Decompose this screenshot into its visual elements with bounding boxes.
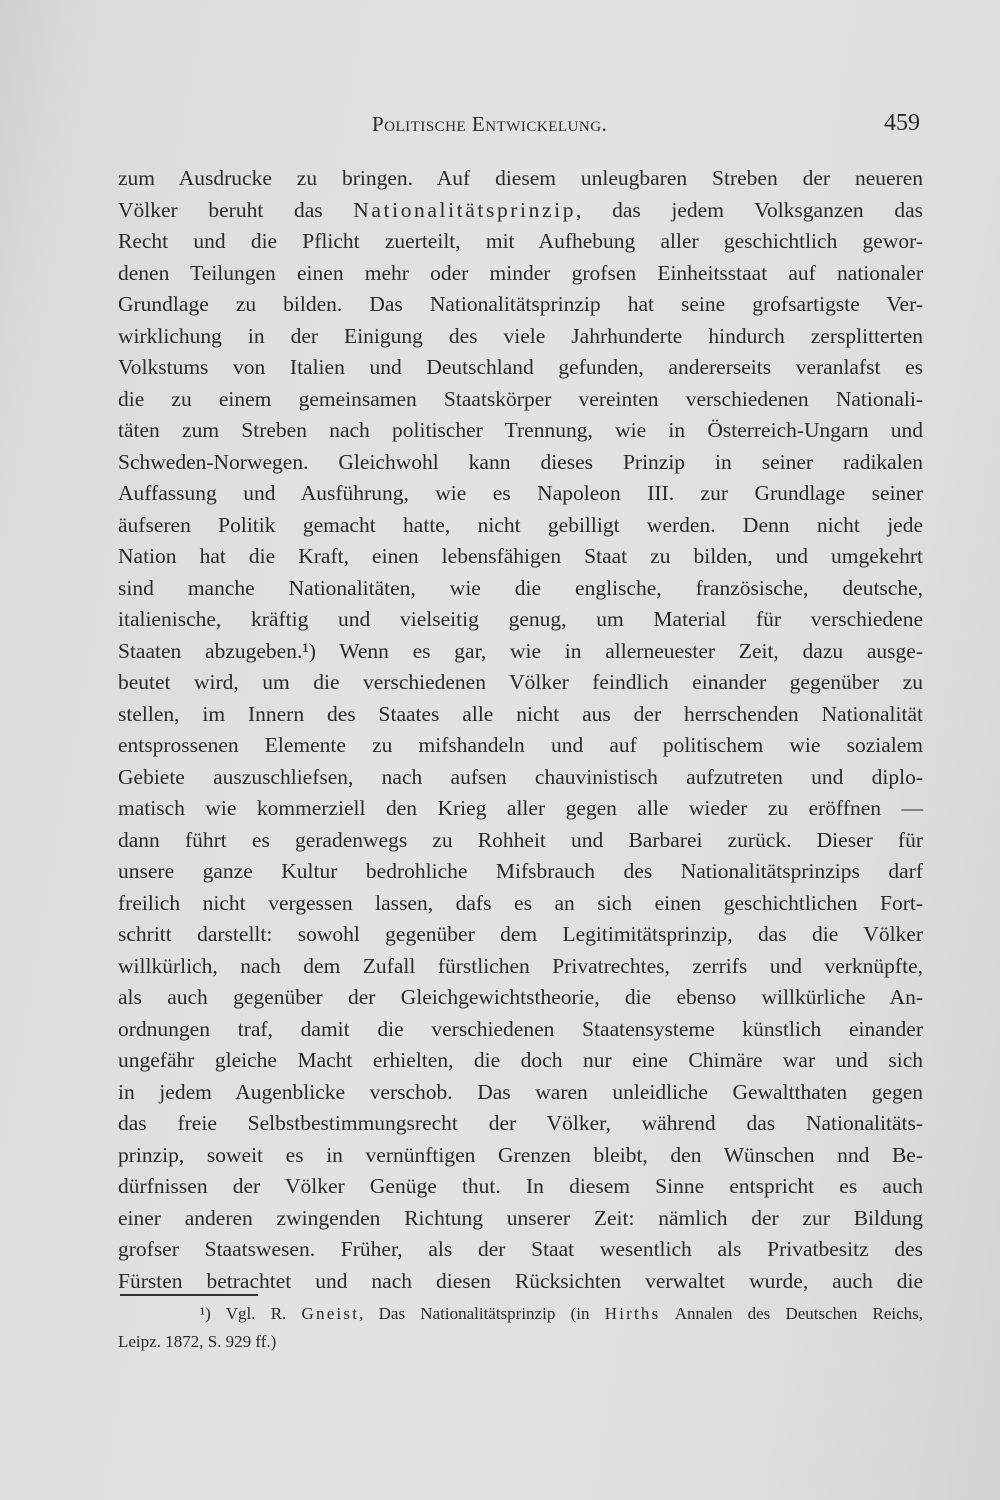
text-line <box>118 510 923 542</box>
text-segment: schritt darstellt: sowohl gegenüber dem Legitimitätsprinzip, das die Völker <box>118 922 923 946</box>
text-segment: italienische, kräftig und vielseitig genug, um Material für verschiedene <box>118 607 923 631</box>
text-segment: Volkstums von Italien und Deutschland gefunden, andererseits veranlafst es <box>118 355 923 379</box>
page-number: 459 <box>884 110 920 136</box>
body-text <box>118 163 923 1297</box>
text-segment: Grundlage zu bilden. Das Nationalitätsprinzip hat seine grofsartigste Ver- <box>118 292 923 316</box>
text-segment: Schweden-Norwegen. Gleichwohl kann dieses Prinzip in seiner radikalen <box>118 449 923 474</box>
text-segment: entsprossenen Elemente zu mifshandeln und auf politischem wie sozialem <box>118 733 923 757</box>
text-segment: die zu einem gemeinsamen Staatskörper vereinten verschiedenen Nationali- <box>118 386 923 411</box>
text-line <box>118 352 923 384</box>
text-segment: denen Teilungen einen mehr oder minder grofsen Einheitsstaat auf nationaler <box>118 260 923 285</box>
text-line <box>118 1171 923 1203</box>
text-segment: Recht und die Pflicht zuerteilt, mit Aufhebung aller geschichtlich gewor- <box>118 229 923 253</box>
footnote-editor: Hirths <box>604 1304 661 1323</box>
text-line <box>118 415 923 447</box>
text-segment: dürfnissen der Völker Genüge thut. In diesem Sinne entspricht es auch <box>118 1174 923 1198</box>
text-line <box>118 1234 923 1266</box>
text-segment: als auch gegenüber der Gleichgewichtstheorie, die ebenso willkürliche An- <box>118 985 923 1009</box>
text-line <box>118 226 923 258</box>
text-line <box>118 1045 923 1077</box>
footnote-author: Gneist <box>301 1304 360 1323</box>
text-segment: willkürlich, nach dem Zufall fürstlichen Privatrechtes, zerrifs und verknüpfte, <box>118 953 923 978</box>
text-segment: Staaten abzugeben.¹) Wenn es gar, wie in allerneuester Zeit, dazu ausge- <box>118 638 923 663</box>
text-line <box>118 321 923 353</box>
text-segment: Völker beruht das <box>118 197 354 222</box>
footnote-line <box>118 1300 923 1328</box>
footnotes <box>118 1300 923 1356</box>
text-segment: in jedem Augenblicke verschob. Das waren unleidliche Gewaltthaten gegen <box>118 1079 923 1104</box>
running-head <box>118 112 918 142</box>
text-segment: freilich nicht vergessen lassen, dafs es an sich einen geschichtlichen Fort- <box>118 890 923 915</box>
text-line <box>118 289 923 321</box>
text-segment: sind manche Nationalitäten, wie die englische, französische, deutsche, <box>118 575 923 600</box>
text-line <box>118 478 923 510</box>
text-segment: beutet wird, um die verschiedenen Völker feindlich einander gegenüber zu <box>118 670 923 694</box>
text-line <box>118 636 923 668</box>
text-segment: stellen, im Innern des Staates alle nicht aus der herrschenden Nationalität <box>118 701 923 726</box>
text-line <box>118 1266 923 1298</box>
text-line <box>118 888 923 920</box>
text-line <box>118 573 923 605</box>
text-line <box>118 541 923 573</box>
text-line <box>118 667 923 699</box>
text-line <box>118 1140 923 1172</box>
text-line <box>118 195 923 227</box>
text-line <box>118 1077 923 1109</box>
footnote-text: Annalen des Deutschen Reichs, <box>660 1304 923 1323</box>
text-line <box>118 1203 923 1235</box>
text-line <box>118 825 923 857</box>
text-line <box>118 982 923 1014</box>
text-segment: matisch wie kommerziell den Krieg aller gegen alle wieder zu eröffnen — <box>118 796 923 820</box>
text-segment: äufseren Politik gemacht hatte, nicht gebilligt werden. Denn nicht jede <box>118 512 923 537</box>
text-line <box>118 699 923 731</box>
text-segment: ordnungen traf, damit die verschiedenen Staatensysteme künstlich einander <box>118 1016 923 1041</box>
text-segment: unsere ganze Kultur bedrohliche Mifsbrauch des Nationalitätsprinzips darf <box>118 859 923 883</box>
text-line <box>118 762 923 794</box>
text-line <box>118 730 923 762</box>
text-segment: Gebiete auszuschliefsen, nach aufsen chauvinistisch aufzutreten und diplo- <box>118 764 923 789</box>
text-line <box>118 447 923 479</box>
text-line <box>118 793 923 825</box>
text-segment: Nation hat die Kraft, einen lebensfähigen Staat zu bilden, und umgekehrt <box>118 544 923 568</box>
text-line <box>118 258 923 290</box>
text-line <box>118 856 923 888</box>
text-segment: einer anderen zwingenden Richtung unserer Zeit: nämlich der zur Bildung <box>118 1205 923 1230</box>
text-segment: prinzip, soweit es in vernünftigen Grenzen bleibt, den Wünschen nnd Be- <box>118 1142 923 1167</box>
text-line <box>118 604 923 636</box>
text-segment: das freie Selbstbestimmungsrecht der Völker, während das Nationalitäts- <box>118 1111 923 1135</box>
footnote-rule <box>120 1294 258 1296</box>
text-segment: ungefähr gleiche Macht erhielten, die doch nur eine Chimäre war und sich <box>118 1048 923 1072</box>
text-line <box>118 951 923 983</box>
text-line <box>118 1108 923 1140</box>
text-segment: Auffassung und Ausführung, wie es Napoleon III. zur Grundlage seiner <box>118 481 923 505</box>
footnote-line: Leipz. 1872, S. 929 ff.) <box>118 1332 277 1351</box>
footnote-mark: ¹) Vgl. R. <box>200 1304 302 1323</box>
text-line <box>118 1014 923 1046</box>
emphasized-term: Nationalitätsprinzip <box>353 197 577 222</box>
text-segment: grofser Staatswesen. Früher, als der Staat wesentlich als Privatbesitz des <box>118 1237 923 1261</box>
text-segment: wirklichung in der Einigung des viele Jahrhunderte hindurch zersplitterten <box>118 323 923 348</box>
text-segment: Fürsten betrachtet und nach diesen Rücksichten verwaltet wurde, auch die <box>118 1268 923 1293</box>
text-line <box>118 384 923 416</box>
running-title: Politische Entwickelung. <box>372 112 608 136</box>
text-segment: zum Ausdrucke zu bringen. Auf diesem unleugbaren Streben der neueren <box>118 166 923 190</box>
text-segment: täten zum Streben nach politischer Trennung, wie in Österreich-Ungarn und <box>118 418 923 442</box>
text-line <box>118 163 923 195</box>
text-line <box>118 919 923 951</box>
footnote-text: , Das Nationalitätsprinzip (in <box>359 1304 605 1323</box>
text-segment: , das jedem Volksganzen das <box>576 197 924 222</box>
text-segment: dann führt es geradenwegs zu Rohheit und Barbarei zurück. Dieser für <box>118 827 923 852</box>
